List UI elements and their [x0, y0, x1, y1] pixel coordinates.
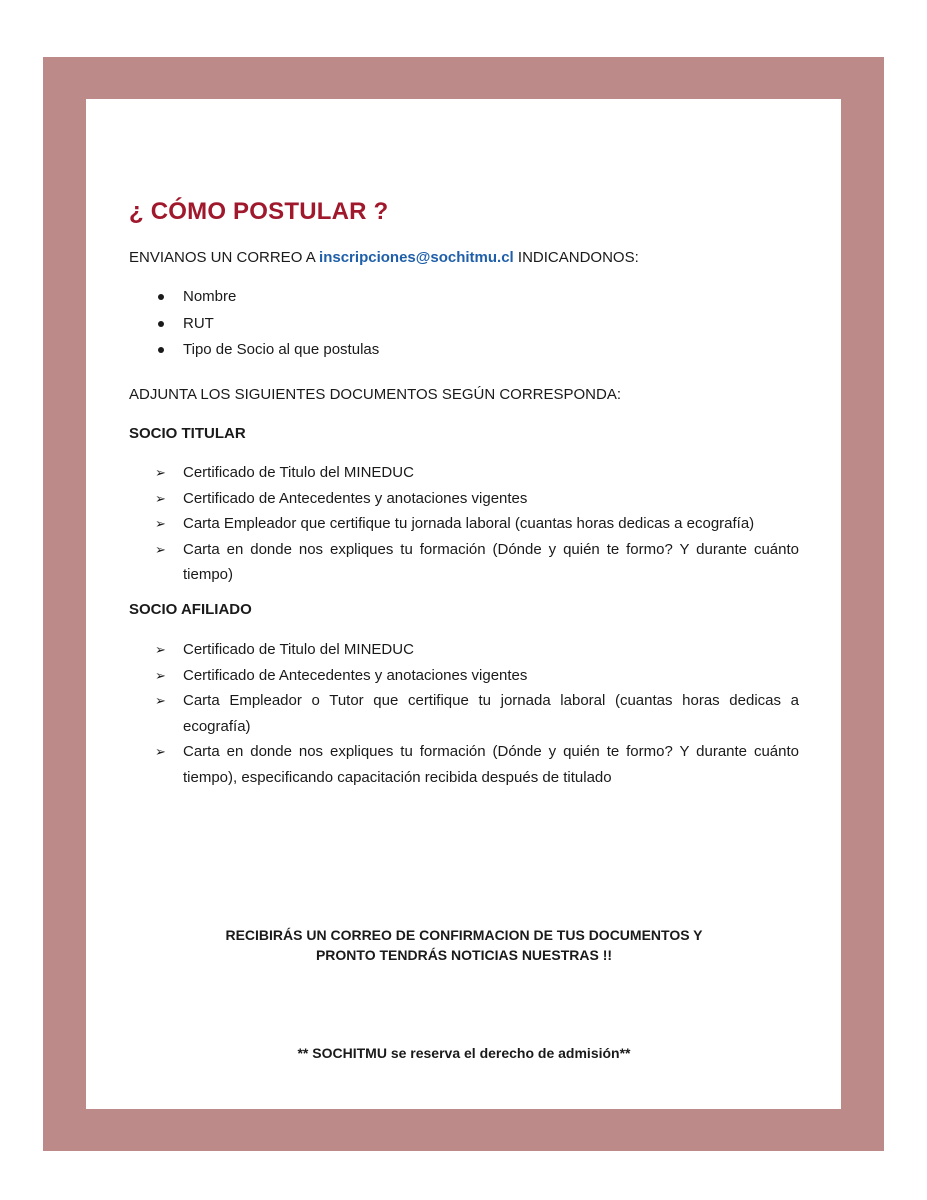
list-item-label: Carta Empleador o Tutor que certifique tu jornada laboral (cuantas horas dedicas a ecografía) — [183, 692, 799, 735]
closing-line-2: PRONTO TENDRÁS NOTICIAS NUESTRAS !! — [315, 947, 613, 963]
list-item — [129, 739, 799, 790]
list-item-label: Carta en donde nos expliques tu formación (Dónde y quién te formo? Y durante cuánto tiempo) — [183, 540, 799, 583]
arrow-bullet-icon: ➢ — [155, 465, 166, 480]
socio-titular-heading: SOCIO TITULAR — [129, 425, 246, 442]
list-item — [129, 663, 799, 689]
arrow-bullet-icon: ➢ — [155, 516, 166, 531]
arrow-bullet-icon: ➢ — [155, 744, 166, 759]
list-item — [129, 460, 799, 486]
list-item-label: Certificado de Antecedentes y anotaciones vigentes — [183, 666, 528, 684]
list-item-label: Nombre — [183, 288, 237, 305]
email-link[interactable]: inscripciones@sochitmu.cl — [319, 249, 514, 266]
list-item — [129, 486, 799, 512]
list-item-label: Carta Empleador que certifique tu jornada laboral (cuantas horas dedicas a ecografía) — [183, 515, 755, 532]
arrow-bullet-icon: ➢ — [155, 693, 166, 708]
list-item — [129, 688, 799, 739]
bullet-icon — [158, 294, 164, 300]
arrow-bullet-icon: ➢ — [155, 541, 166, 557]
closing-line-1: RECIBIRÁS UN CORREO DE CONFIRMACION DE TUS DOCUMENTOS Y — [225, 927, 703, 943]
arrow-bullet-icon: ➢ — [155, 667, 166, 683]
required-info-list — [129, 285, 379, 365]
list-item-label: Certificado de Titulo del MINEDUC — [183, 464, 414, 481]
intro-text — [129, 249, 639, 266]
arrow-bullet-icon: ➢ — [155, 490, 166, 506]
attach-heading: ADJUNTA LOS SIGUIENTES DOCUMENTOS SEGÚN CORRESPONDA: — [129, 386, 622, 403]
list-item — [129, 312, 379, 339]
document-page — [86, 99, 841, 1109]
list-item-label: RUT — [183, 314, 214, 332]
page-title: ¿ CÓMO POSTULAR ? — [129, 198, 389, 225]
list-item-label: Tipo de Socio al que postulas — [183, 341, 380, 358]
list-item-label: Carta en donde nos expliques tu formación (Dónde y quién te formo? Y durante cuánto tiempo), especificando capacitación recibida después de titulado — [183, 743, 799, 786]
socio-afiliado-heading: SOCIO AFILIADO — [129, 601, 252, 618]
list-item-label: Certificado de Titulo del MINEDUC — [183, 641, 414, 658]
socio-titular-list — [129, 460, 799, 588]
list-item — [129, 637, 799, 663]
bullet-icon — [158, 321, 164, 327]
intro-before: ENVIANOS UN CORREO A — [129, 249, 320, 266]
list-item — [129, 511, 799, 537]
list-item — [129, 338, 379, 365]
list-item — [129, 537, 799, 588]
intro-after: INDICANDONOS: — [513, 249, 639, 266]
footnote: ** SOCHITMU se reserva el derecho de admisión** — [297, 1045, 631, 1061]
list-item — [129, 285, 379, 312]
socio-afiliado-list — [129, 637, 799, 790]
bullet-icon — [158, 347, 164, 353]
closing-message — [129, 925, 799, 965]
list-item-label: Certificado de Antecedentes y anotaciones vigentes — [183, 489, 528, 507]
arrow-bullet-icon: ➢ — [155, 642, 166, 657]
